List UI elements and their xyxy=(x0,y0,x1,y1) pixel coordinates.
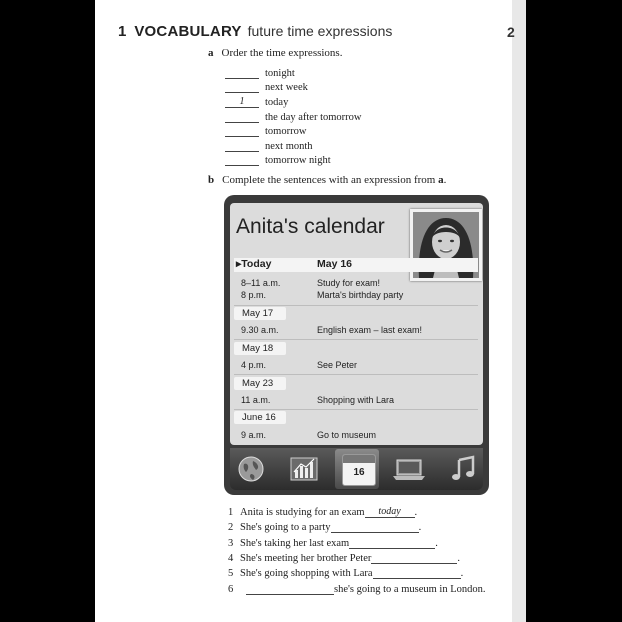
list-item xyxy=(225,110,362,125)
item-text: next month xyxy=(265,140,313,152)
calendar-title: Anita's calendar xyxy=(236,215,385,238)
answer-blank[interactable]: 1 xyxy=(225,97,259,108)
entry-event: Go to museum xyxy=(317,430,377,440)
chart-icon[interactable] xyxy=(289,454,319,484)
next-page-edge xyxy=(512,0,526,622)
section-keyword: VOCABULARY xyxy=(134,23,242,40)
section-number: 1 xyxy=(118,23,127,40)
sentence-number: 5 xyxy=(228,568,234,580)
date-tab: May 23 xyxy=(234,377,286,390)
sentence-end: . xyxy=(414,507,418,519)
sentence-row xyxy=(228,536,486,551)
answer-blank[interactable] xyxy=(225,126,259,137)
entry-event: See Peter xyxy=(317,360,358,370)
section-subtitle: future time expressions xyxy=(247,23,393,39)
today-time-2: 8 p.m. xyxy=(241,290,267,300)
item-text: the day after tomorrow xyxy=(265,111,362,123)
item-text: next week xyxy=(265,82,308,94)
sentence-number: 4 xyxy=(228,553,234,565)
sentence-end: . xyxy=(457,553,460,565)
answer-blank[interactable] xyxy=(246,584,334,595)
sentence-number: 2 xyxy=(228,522,234,534)
date-tab: May 18 xyxy=(234,342,286,355)
divider xyxy=(234,339,478,340)
part-b-end: . xyxy=(443,174,447,186)
today-event-2: Marta's birthday party xyxy=(317,290,404,300)
today-label: ▸Today xyxy=(236,258,272,270)
today-time-1: 8–11 a.m. xyxy=(241,278,281,288)
entry-time: 9 a.m. xyxy=(241,430,267,440)
sentence-text: Anita is studying for an exam xyxy=(240,507,365,519)
part-b-letter: b xyxy=(208,174,215,186)
entry-time: 9.30 a.m. xyxy=(241,325,279,335)
item-text: tomorrow xyxy=(265,126,307,138)
play-arrow-icon: ▸ xyxy=(236,258,242,270)
next-page-section-number: 2 xyxy=(507,24,515,40)
sentence-end: she's going to a museum in London. xyxy=(334,583,486,595)
sentence-number: 3 xyxy=(228,537,234,549)
calendar-icon[interactable] xyxy=(342,454,376,486)
date-tab: June 16 xyxy=(234,411,286,424)
sentence-number: 1 xyxy=(228,507,234,519)
sentence-text: She's meeting her brother Peter xyxy=(240,553,372,565)
section-heading xyxy=(118,23,392,40)
entry-event: English exam – last exam! xyxy=(317,325,423,335)
divider xyxy=(234,305,478,306)
part-b-instruction xyxy=(208,174,446,186)
sentence-text: She's going shopping with Lara xyxy=(240,568,373,580)
sentence-number: 6 xyxy=(228,583,234,595)
item-text: tonight xyxy=(265,67,295,79)
sentence-row xyxy=(228,505,486,520)
part-a-letter: a xyxy=(208,47,214,59)
order-list xyxy=(132,66,362,168)
answer-blank[interactable] xyxy=(225,112,259,123)
today-event-1: Study for exam! xyxy=(317,278,381,288)
answer-blank[interactable] xyxy=(225,68,259,79)
calendar-icon-top xyxy=(343,455,375,463)
answer-blank[interactable] xyxy=(371,553,457,564)
list-item xyxy=(225,154,362,169)
part-b-text: Complete the sentences with an expression from xyxy=(222,174,439,186)
list-item xyxy=(225,124,362,139)
sentence-text: She's going to a party xyxy=(240,522,331,534)
globe-icon[interactable] xyxy=(236,454,266,484)
music-note-icon[interactable] xyxy=(448,454,478,484)
entry-time: 4 p.m. xyxy=(241,360,267,370)
sentence-end: . xyxy=(418,522,422,534)
sentence-end: . xyxy=(460,568,464,580)
item-text: today xyxy=(265,96,289,108)
sentence-end: . xyxy=(435,537,438,549)
sentence-row xyxy=(228,566,486,581)
sentence-row xyxy=(228,581,486,596)
answer-blank[interactable] xyxy=(373,568,461,579)
answer-blank[interactable] xyxy=(331,522,419,533)
answer-blank[interactable]: today xyxy=(365,507,415,518)
sentence-list xyxy=(228,505,486,597)
divider xyxy=(234,409,478,410)
list-item xyxy=(225,139,362,154)
item-text: tomorrow night xyxy=(265,155,331,167)
entry-event: Shopping with Lara xyxy=(317,395,395,405)
laptop-icon[interactable] xyxy=(392,454,426,484)
part-a-instruction xyxy=(208,47,342,59)
sentence-row xyxy=(228,551,486,566)
sentence-row xyxy=(228,520,486,535)
part-b-ref: a xyxy=(438,174,444,186)
answer-blank[interactable] xyxy=(225,141,259,152)
calendar-icon-day: 16 xyxy=(353,467,365,478)
answer-blank[interactable] xyxy=(225,155,259,166)
list-item xyxy=(225,81,362,96)
today-date: May 16 xyxy=(317,258,353,270)
list-item xyxy=(225,95,362,110)
entry-time: 11 a.m. xyxy=(241,395,271,405)
list-item xyxy=(225,66,362,81)
divider xyxy=(234,374,478,375)
sentence-text: She's taking her last exam xyxy=(240,537,350,549)
date-tab: May 17 xyxy=(234,307,286,320)
answer-blank[interactable] xyxy=(349,538,435,549)
part-a-text: Order the time expressions. xyxy=(221,47,343,59)
answer-blank[interactable] xyxy=(225,82,259,93)
